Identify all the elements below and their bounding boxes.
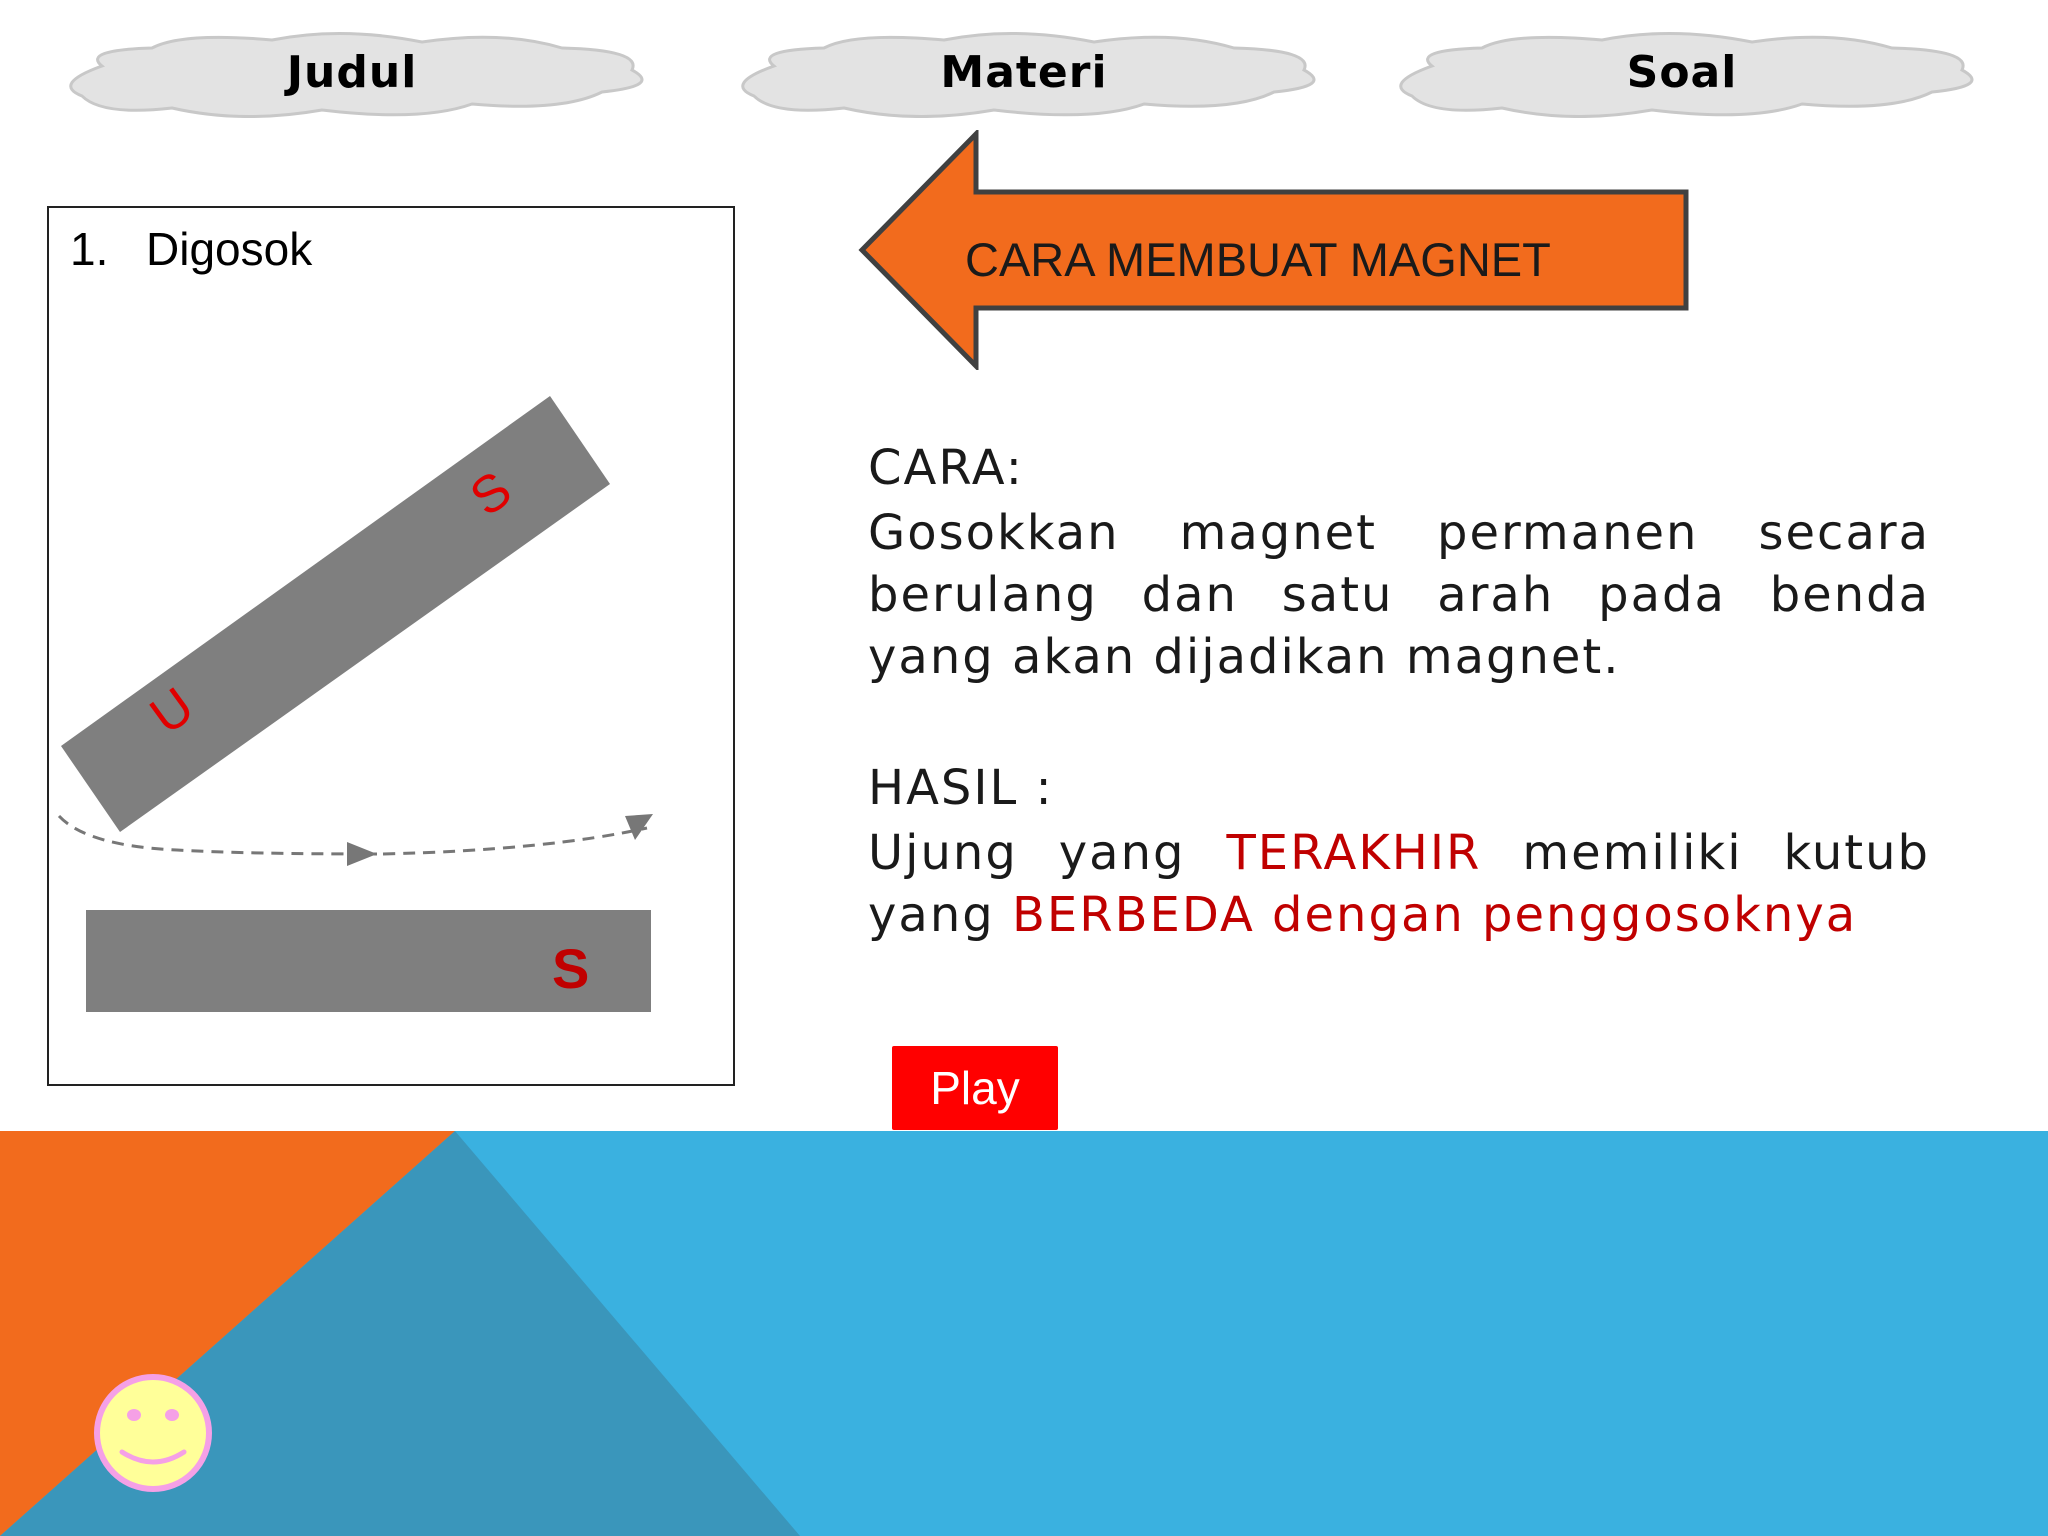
motion-path-1 [59,816,377,854]
result-highlight-terakhir: TERAKHIR [1226,825,1482,881]
rubbing-magnet [61,396,610,832]
nav-materi-button[interactable] [714,26,1334,118]
nav-soal-label: Soal [1626,46,1738,98]
motion-arrowhead-2 [625,814,653,840]
nav-judul-button[interactable] [42,26,662,118]
nav-judul-label: Judul [286,46,418,98]
result-text-part1: Ujung yang [868,825,1227,881]
rubbing-diagram [47,206,735,1086]
result-heading: HASIL : [868,760,1054,816]
result-highlight-berbeda: BERBEDA dengan penggosoknya [1011,887,1858,943]
nav-materi-label: Materi [940,46,1108,98]
play-button[interactable]: Play [892,1046,1058,1130]
motion-path-2 [383,828,647,854]
method-heading: CARA: [868,440,1024,496]
result-text [868,822,1930,946]
step-number: 1. [70,223,109,275]
smiley-icon[interactable] [92,1372,214,1494]
pole-label-s: S [459,460,523,528]
step-label: Digosok [146,223,313,275]
target-pole-label: S [552,937,590,1000]
motion-arrowhead-1 [347,842,377,866]
page-title: CARA MEMBUAT MAGNET [965,233,1551,286]
rubbing-magnet-bar [61,396,610,832]
result-text-part2: memiliki kutub yang [868,825,1930,943]
nav-soal-button[interactable] [1372,26,1992,118]
method-text: Gosokkan magnet permanen secara berulang dan satu arah pada benda yang akan dijadikan magnet. [868,505,1930,685]
pole-label-u: U [139,676,205,746]
footer-background [0,1131,2048,1536]
